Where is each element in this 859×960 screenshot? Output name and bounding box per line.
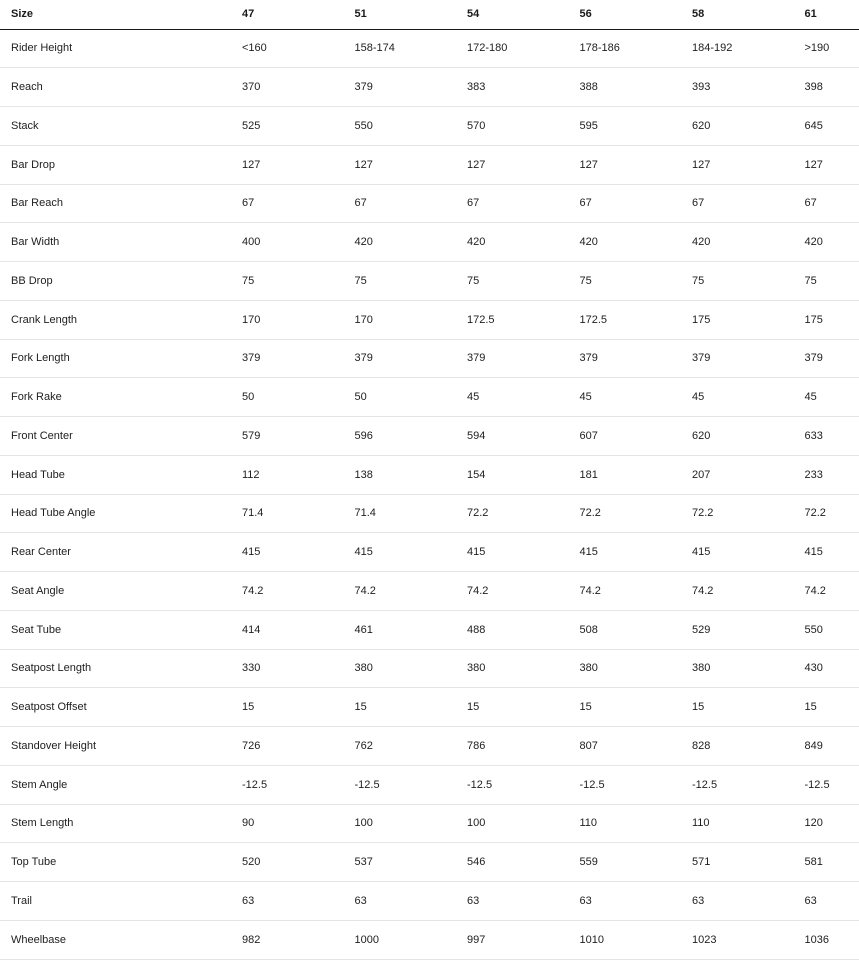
- row-value-cell: 127: [580, 145, 693, 184]
- row-label: Rider Height: [0, 29, 242, 68]
- row-value-cell: 63: [467, 882, 580, 921]
- row-value-cell: 67: [805, 184, 859, 223]
- row-value-cell: 420: [580, 223, 693, 262]
- row-value-cell: 461: [355, 610, 468, 649]
- row-value-cell: -12.5: [580, 765, 693, 804]
- table-row: [0, 765, 859, 804]
- row-label: Stack: [0, 107, 242, 146]
- row-value-cell: 45: [805, 378, 859, 417]
- row-value-cell: 158-174: [355, 29, 468, 68]
- table-row: [0, 378, 859, 417]
- row-value-cell: 75: [580, 262, 693, 301]
- row-value-cell: 172.5: [467, 300, 580, 339]
- header-cell-size: Size: [0, 0, 242, 29]
- row-label: Rear Center: [0, 533, 242, 572]
- row-value-cell: 172-180: [467, 29, 580, 68]
- row-value-cell: 63: [692, 882, 805, 921]
- row-value-cell: 570: [467, 107, 580, 146]
- row-value-cell: 393: [692, 68, 805, 107]
- row-value-cell: -12.5: [355, 765, 468, 804]
- table-row: [0, 494, 859, 533]
- row-value-cell: 633: [805, 417, 859, 456]
- row-value-cell: 67: [692, 184, 805, 223]
- row-value-cell: 233: [805, 455, 859, 494]
- row-value-cell: 571: [692, 843, 805, 882]
- row-value-cell: 71.4: [242, 494, 355, 533]
- table-row: [0, 920, 859, 959]
- row-label: Bar Reach: [0, 184, 242, 223]
- row-value-cell: 430: [805, 649, 859, 688]
- row-value-cell: 1036: [805, 920, 859, 959]
- row-value-cell: 112: [242, 455, 355, 494]
- row-value-cell: 607: [580, 417, 693, 456]
- row-value-cell: 380: [580, 649, 693, 688]
- row-value-cell: 594: [467, 417, 580, 456]
- header-cell-size-58: 58: [692, 0, 805, 29]
- row-value-cell: 181: [580, 455, 693, 494]
- row-value-cell: 67: [355, 184, 468, 223]
- row-value-cell: 786: [467, 727, 580, 766]
- header-cell-size-61: 61: [805, 0, 859, 29]
- row-label: Front Center: [0, 417, 242, 456]
- table-row: [0, 300, 859, 339]
- row-value-cell: 982: [242, 920, 355, 959]
- row-value-cell: 15: [467, 688, 580, 727]
- row-value-cell: 550: [805, 610, 859, 649]
- row-value-cell: 529: [692, 610, 805, 649]
- row-value-cell: 620: [692, 417, 805, 456]
- row-value-cell: 596: [355, 417, 468, 456]
- row-value-cell: 67: [580, 184, 693, 223]
- table-row: [0, 455, 859, 494]
- row-label: Reach: [0, 68, 242, 107]
- row-value-cell: 127: [692, 145, 805, 184]
- row-value-cell: 546: [467, 843, 580, 882]
- row-value-cell: 75: [467, 262, 580, 301]
- row-value-cell: 63: [355, 882, 468, 921]
- row-label: Fork Rake: [0, 378, 242, 417]
- row-value-cell: 380: [692, 649, 805, 688]
- row-value-cell: 175: [805, 300, 859, 339]
- row-value-cell: 370: [242, 68, 355, 107]
- row-value-cell: 207: [692, 455, 805, 494]
- row-value-cell: 379: [805, 339, 859, 378]
- row-value-cell: 15: [692, 688, 805, 727]
- row-label: Trail: [0, 882, 242, 921]
- row-value-cell: 415: [692, 533, 805, 572]
- row-value-cell: 100: [355, 804, 468, 843]
- row-value-cell: 379: [692, 339, 805, 378]
- row-value-cell: 75: [692, 262, 805, 301]
- row-label: Seat Tube: [0, 610, 242, 649]
- header-cell-size-47: 47: [242, 0, 355, 29]
- header-row: [0, 0, 859, 29]
- row-value-cell: 380: [467, 649, 580, 688]
- row-value-cell: 74.2: [355, 572, 468, 611]
- row-value-cell: 1000: [355, 920, 468, 959]
- row-value-cell: 100: [467, 804, 580, 843]
- row-value-cell: 110: [580, 804, 693, 843]
- row-value-cell: 72.2: [580, 494, 693, 533]
- row-label: Head Tube Angle: [0, 494, 242, 533]
- row-label: BB Drop: [0, 262, 242, 301]
- row-value-cell: 74.2: [805, 572, 859, 611]
- row-value-cell: 67: [467, 184, 580, 223]
- row-value-cell: 74.2: [467, 572, 580, 611]
- row-value-cell: 138: [355, 455, 468, 494]
- row-value-cell: 525: [242, 107, 355, 146]
- table-row: [0, 727, 859, 766]
- row-value-cell: 72.2: [467, 494, 580, 533]
- table-row: [0, 804, 859, 843]
- row-label: Head Tube: [0, 455, 242, 494]
- row-value-cell: 175: [692, 300, 805, 339]
- row-label: Seat Angle: [0, 572, 242, 611]
- row-value-cell: -12.5: [805, 765, 859, 804]
- table-row: [0, 29, 859, 68]
- row-value-cell: 420: [467, 223, 580, 262]
- table-row: [0, 649, 859, 688]
- row-value-cell: 400: [242, 223, 355, 262]
- row-value-cell: 807: [580, 727, 693, 766]
- row-value-cell: 90: [242, 804, 355, 843]
- row-value-cell: 74.2: [692, 572, 805, 611]
- row-label: Stem Angle: [0, 765, 242, 804]
- row-value-cell: 997: [467, 920, 580, 959]
- row-value-cell: 15: [355, 688, 468, 727]
- row-value-cell: 828: [692, 727, 805, 766]
- row-value-cell: 415: [467, 533, 580, 572]
- row-value-cell: 172.5: [580, 300, 693, 339]
- row-value-cell: 379: [242, 339, 355, 378]
- row-label: Seatpost Offset: [0, 688, 242, 727]
- row-value-cell: >190: [805, 29, 859, 68]
- row-value-cell: 71.4: [355, 494, 468, 533]
- row-value-cell: 595: [580, 107, 693, 146]
- row-value-cell: 170: [242, 300, 355, 339]
- row-value-cell: 559: [580, 843, 693, 882]
- row-value-cell: 45: [467, 378, 580, 417]
- row-value-cell: 63: [242, 882, 355, 921]
- table-row: [0, 262, 859, 301]
- row-label: Wheelbase: [0, 920, 242, 959]
- row-value-cell: 420: [355, 223, 468, 262]
- row-value-cell: 178-186: [580, 29, 693, 68]
- table-row: [0, 68, 859, 107]
- row-value-cell: 537: [355, 843, 468, 882]
- row-value-cell: 50: [355, 378, 468, 417]
- geometry-table-header: [0, 0, 859, 29]
- row-value-cell: <160: [242, 29, 355, 68]
- row-value-cell: 383: [467, 68, 580, 107]
- row-value-cell: 581: [805, 843, 859, 882]
- row-value-cell: 72.2: [692, 494, 805, 533]
- header-cell-size-51: 51: [355, 0, 468, 29]
- row-value-cell: 45: [692, 378, 805, 417]
- row-value-cell: 170: [355, 300, 468, 339]
- row-value-cell: -12.5: [242, 765, 355, 804]
- table-row: [0, 184, 859, 223]
- row-value-cell: 415: [242, 533, 355, 572]
- row-value-cell: 1010: [580, 920, 693, 959]
- row-value-cell: 110: [692, 804, 805, 843]
- row-value-cell: 550: [355, 107, 468, 146]
- row-value-cell: 420: [692, 223, 805, 262]
- table-row: [0, 417, 859, 456]
- row-value-cell: 380: [355, 649, 468, 688]
- table-row: [0, 533, 859, 572]
- row-value-cell: 15: [242, 688, 355, 727]
- row-label: Standover Height: [0, 727, 242, 766]
- row-value-cell: 67: [242, 184, 355, 223]
- table-row: [0, 688, 859, 727]
- row-label: Top Tube: [0, 843, 242, 882]
- geometry-table-body: [0, 29, 859, 959]
- row-value-cell: 414: [242, 610, 355, 649]
- row-value-cell: 63: [580, 882, 693, 921]
- row-value-cell: 420: [805, 223, 859, 262]
- table-row: [0, 145, 859, 184]
- row-value-cell: 120: [805, 804, 859, 843]
- row-value-cell: 184-192: [692, 29, 805, 68]
- row-value-cell: 75: [355, 262, 468, 301]
- row-value-cell: 849: [805, 727, 859, 766]
- row-value-cell: 75: [242, 262, 355, 301]
- row-value-cell: 72.2: [805, 494, 859, 533]
- row-value-cell: 415: [805, 533, 859, 572]
- row-value-cell: 330: [242, 649, 355, 688]
- row-value-cell: 15: [805, 688, 859, 727]
- row-value-cell: 726: [242, 727, 355, 766]
- row-value-cell: 63: [805, 882, 859, 921]
- row-label: Stem Length: [0, 804, 242, 843]
- row-value-cell: 645: [805, 107, 859, 146]
- table-row: [0, 223, 859, 262]
- row-value-cell: 398: [805, 68, 859, 107]
- row-value-cell: 127: [242, 145, 355, 184]
- row-value-cell: 74.2: [580, 572, 693, 611]
- row-value-cell: -12.5: [692, 765, 805, 804]
- row-value-cell: 488: [467, 610, 580, 649]
- row-value-cell: 388: [580, 68, 693, 107]
- row-value-cell: 127: [355, 145, 468, 184]
- table-row: [0, 572, 859, 611]
- row-value-cell: 579: [242, 417, 355, 456]
- row-value-cell: 415: [355, 533, 468, 572]
- row-value-cell: 379: [355, 339, 468, 378]
- row-value-cell: 415: [580, 533, 693, 572]
- row-value-cell: 508: [580, 610, 693, 649]
- row-value-cell: 154: [467, 455, 580, 494]
- table-row: [0, 882, 859, 921]
- row-value-cell: 15: [580, 688, 693, 727]
- row-value-cell: 620: [692, 107, 805, 146]
- row-label: Fork Length: [0, 339, 242, 378]
- row-label: Bar Width: [0, 223, 242, 262]
- row-value-cell: 520: [242, 843, 355, 882]
- table-row: [0, 107, 859, 146]
- row-value-cell: 75: [805, 262, 859, 301]
- row-value-cell: 127: [805, 145, 859, 184]
- row-value-cell: -12.5: [467, 765, 580, 804]
- row-value-cell: 1023: [692, 920, 805, 959]
- row-label: Seatpost Length: [0, 649, 242, 688]
- header-cell-size-54: 54: [467, 0, 580, 29]
- row-value-cell: 50: [242, 378, 355, 417]
- row-value-cell: 379: [580, 339, 693, 378]
- row-label: Crank Length: [0, 300, 242, 339]
- row-value-cell: 379: [467, 339, 580, 378]
- row-value-cell: 74.2: [242, 572, 355, 611]
- header-cell-size-56: 56: [580, 0, 693, 29]
- table-row: [0, 843, 859, 882]
- row-label: Bar Drop: [0, 145, 242, 184]
- row-value-cell: 45: [580, 378, 693, 417]
- row-value-cell: 762: [355, 727, 468, 766]
- row-value-cell: 127: [467, 145, 580, 184]
- table-row: [0, 339, 859, 378]
- table-row: [0, 610, 859, 649]
- row-value-cell: 379: [355, 68, 468, 107]
